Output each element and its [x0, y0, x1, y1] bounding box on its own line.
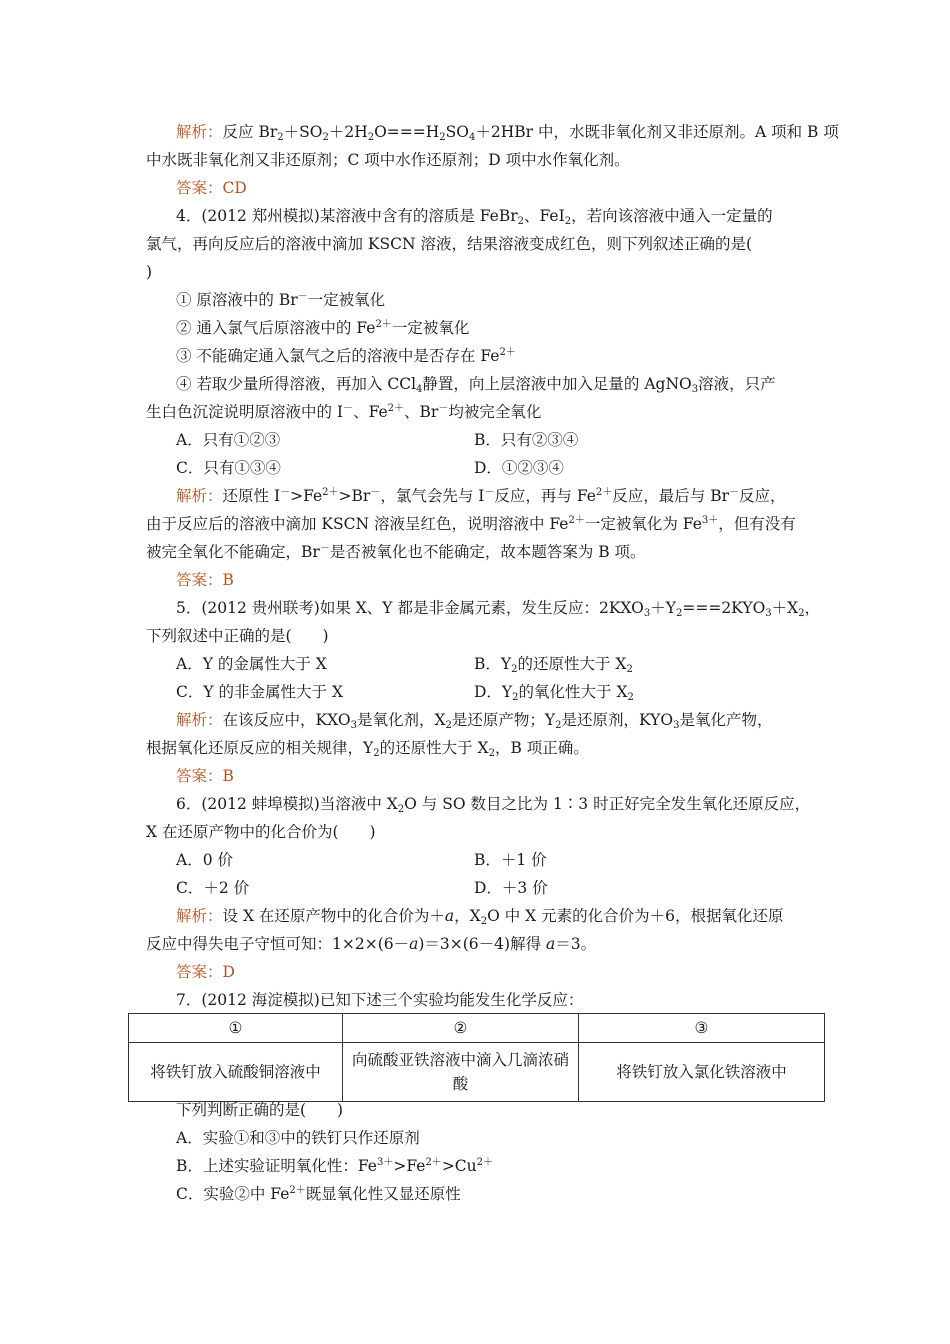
q6-option-b: B．＋1 价	[474, 851, 547, 869]
q4-statement-3: ③ 不能确定通入氯气之后的溶液中是否存在 $Fe^{2+}$	[176, 347, 516, 365]
q6-option-d: D．＋3 价	[474, 879, 548, 897]
table-cell: 向硫酸亚铁溶液中滴入几滴浓硝酸	[343, 1043, 579, 1102]
q4-statement-4-line2: 生白色沉淀说明原溶液中的 I－、$Fe^{2+}$、Br－均被完全氧化	[146, 403, 542, 421]
q5-explanation-line1: 解析：在该反应中，$KXO_3$是氧化剂，$X_2$是还原产物；$Y_2$是还原剂，$KYO_3$是氧化产物，	[176, 711, 773, 731]
q4-stem-line2: 氯气，再向反应后的溶液中滴加 KSCN 溶液，结果溶液变成红色，则下列叙述正确的是(	[146, 235, 753, 253]
q6-stem-line1: 6．(2012 蚌埠模拟)当溶液中 $X_2O$ 与 SO 数目之比为 1∶3 时正好完全发生氧化还原反应，	[176, 795, 811, 815]
experiment-table	[128, 1013, 825, 1102]
q5-explanation-line2: 根据氧化还原反应的相关规律，$Y_2$的还原性大于 $X_2$，B 项正确。	[146, 739, 589, 759]
q7-option-a: A．实验①和③中的铁钉只作还原剂	[176, 1129, 420, 1147]
q3-answer: 答案：CD	[176, 179, 247, 197]
q6-option-a: A．0 价	[176, 851, 233, 869]
q5-answer: 答案：B	[176, 767, 234, 785]
q5-option-b: B．$Y_2$的还原性大于 $X_2$	[474, 655, 633, 675]
q6-answer: 答案：D	[176, 963, 235, 981]
q3-explanation-line1: 解析：反应 $Br_2+SO_2+2H_2O===H_2SO_4+2HBr$ 中，水既非氧化剂又非还原剂。A 项和 B 项	[176, 123, 839, 143]
table-header-row	[129, 1014, 825, 1043]
table-header-cell: ②	[343, 1014, 579, 1043]
q7-prompt: 下列判断正确的是( )	[176, 1101, 344, 1119]
table-row	[129, 1043, 825, 1102]
q4-option-d: D．①②③④	[474, 459, 564, 477]
q6-explanation-line2: 反应中得失电子守恒可知：1×2×(6－a)＝3×(6－4)解得 a＝3。	[146, 935, 597, 953]
q5-option-c: C．Y 的非金属性大于 X	[176, 683, 343, 701]
q5-option-d: D．$Y_2$的氧化性大于 $X_2$	[474, 683, 634, 703]
q4-option-b: B．只有②③④	[474, 431, 579, 449]
q6-option-c: C．＋2 价	[176, 879, 250, 897]
q5-stem-line1: 5．(2012 贵州联考)如果 X、Y 都是非金属元素，发生反应：$2KXO_3+Y_2===2KYO_3+X_2$，	[176, 599, 821, 619]
q5-stem-line2: 下列叙述中正确的是( )	[146, 627, 329, 645]
q4-statement-1: ① 原溶液中的 Br－一定被氧化	[176, 291, 386, 309]
q7-option-b: B．上述实验证明氧化性：$Fe^{3+}>Fe^{2+}>Cu^{2+}$	[176, 1157, 494, 1175]
q3-explanation-line2: 中水既非氧化剂又非还原剂；C 项中水作还原剂；D 项中水作氧化剂。	[146, 151, 630, 169]
q7-option-c: C．实验②中 $Fe^{2+}$既显氧化性又显还原性	[176, 1185, 461, 1203]
q4-explanation-line1: 解析：还原性 $I^->Fe^{2+}>Br^-$，氯气会先与 I－反应，再与 $Fe^{2+}$反应，最后与 Br－反应，	[176, 487, 786, 505]
q4-statement-2: ② 通入氯气后原溶液中的 $Fe^{2+}$一定被氧化	[176, 319, 470, 337]
q7-stem: 7．(2012 海淀模拟)已知下述三个实验均能发生化学反应：	[176, 991, 584, 1009]
q4-explanation-line3: 被完全氧化不能确定，Br－是否被氧化也不能确定，故本题答案为 B 项。	[146, 543, 646, 561]
q4-statement-4-line1: ④ 若取少量所得溶液，再加入 CCl$_4$静置，向上层溶液中加入足量的 AgNO$_3$溶液，只产	[176, 375, 776, 395]
table-cell: 将铁钉放入硫酸铜溶液中	[129, 1043, 343, 1102]
q4-option-a: A．只有①②③	[176, 431, 281, 449]
table-header-cell: ③	[579, 1014, 825, 1043]
table-header-cell: ①	[129, 1014, 343, 1043]
explanation-label: 解析：	[176, 123, 223, 141]
q4-stem-line3: )	[146, 263, 153, 281]
q4-answer: 答案：B	[176, 571, 234, 589]
q5-option-a: A．Y 的金属性大于 X	[176, 655, 327, 673]
q4-stem-line1: 4．(2012 郑州模拟)某溶液中含有的溶质是 FeBr$_2$、FeI$_2$，若向该溶液中通入一定量的	[176, 207, 773, 227]
q6-stem-line2: X 在还原产物中的化合价为( )	[146, 823, 376, 841]
q4-explanation-line2: 由于反应后的溶液中滴加 KSCN 溶液呈红色，说明溶液中 $Fe^{2+}$一定被氧化为 $Fe^{3+}$，但有没有	[146, 515, 796, 533]
table-cell: 将铁钉放入氯化铁溶液中	[579, 1043, 825, 1102]
q4-option-c: C．只有①③④	[176, 459, 281, 477]
q6-explanation-line1: 解析：设 X 在还原产物中的化合价为＋a，$X_2O$ 中 X 元素的化合价为＋6，根据氧化还原	[176, 907, 784, 927]
